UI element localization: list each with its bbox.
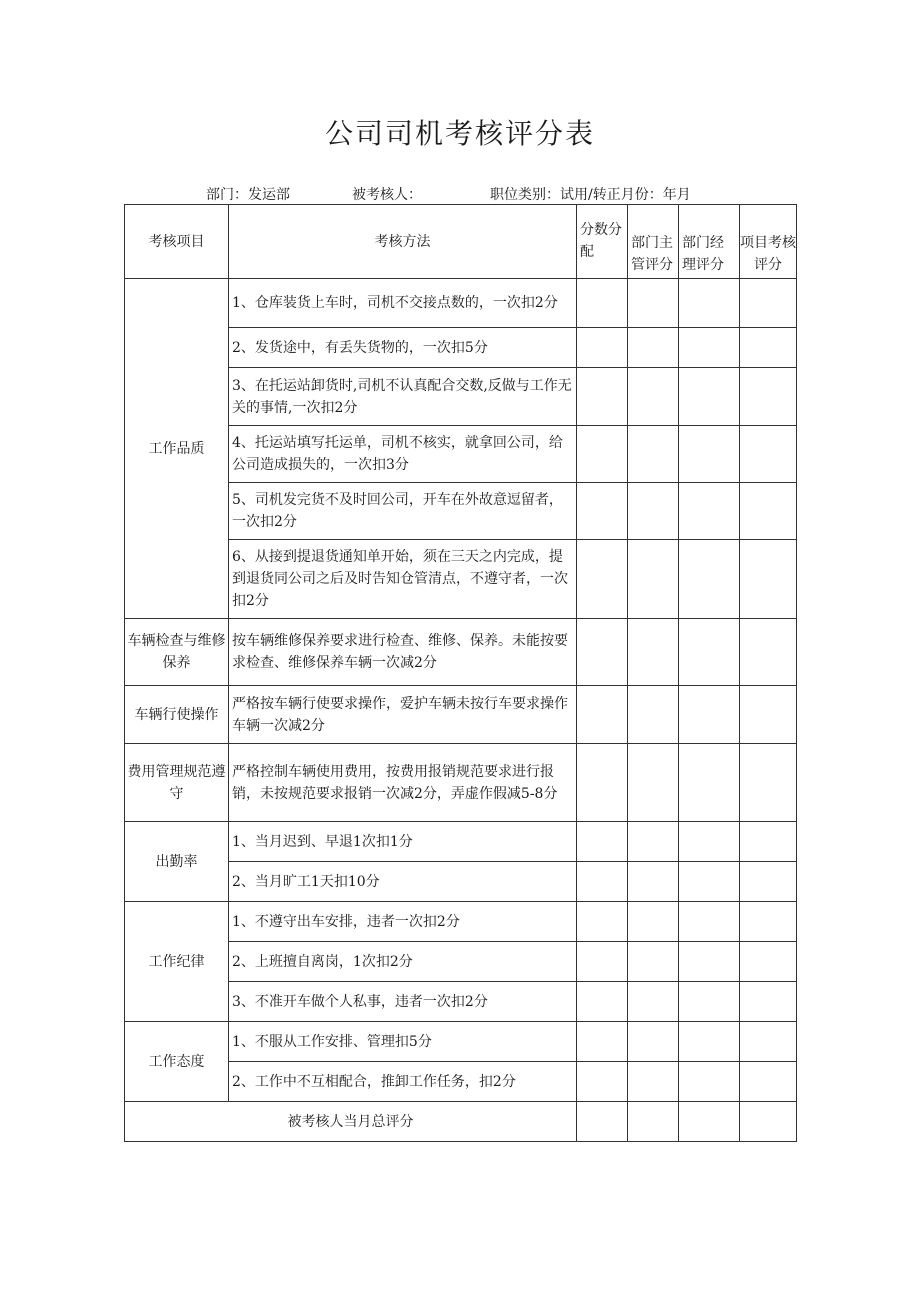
method-cell: 按车辆维修保养要求进行检查、维修、保养。未能按要求检查、维修保养车辆一次减2分 <box>229 619 577 686</box>
section-expense-management: 费用管理规范遵守 <box>125 744 229 822</box>
manager-score-cell[interactable] <box>679 822 740 862</box>
manager-score-cell[interactable] <box>679 686 740 744</box>
table-row <box>125 822 797 862</box>
header-score: 分数分配 <box>577 205 628 279</box>
score-cell[interactable] <box>577 426 628 483</box>
header-item-score: 项目考核评分 <box>740 205 797 279</box>
form-meta <box>124 184 796 204</box>
supervisor-score-cell[interactable] <box>628 982 679 1022</box>
method-cell: 2、上班擅自离岗，1次扣2分 <box>229 942 577 982</box>
supervisor-score-cell[interactable] <box>628 1022 679 1062</box>
item-score-cell[interactable] <box>740 686 797 744</box>
section-quality: 工作品质 <box>125 279 229 619</box>
method-cell: 3、在托运站卸货时,司机不认真配合交数,反做与工作无关的事情,一次扣2分 <box>229 368 577 426</box>
score-cell[interactable] <box>577 822 628 862</box>
examinee-field: 被考核人： <box>352 187 422 203</box>
score-cell[interactable] <box>577 1022 628 1062</box>
item-score-cell[interactable] <box>740 619 797 686</box>
header-method: 考核方法 <box>229 205 577 279</box>
item-score-cell[interactable] <box>740 942 797 982</box>
item-score-cell[interactable] <box>740 483 797 540</box>
manager-score-cell[interactable] <box>679 1062 740 1102</box>
header-supervisor: 部门主管评分 <box>628 205 679 279</box>
score-cell[interactable] <box>577 279 628 328</box>
supervisor-score-cell[interactable] <box>628 822 679 862</box>
item-score-cell[interactable] <box>740 862 797 902</box>
supervisor-score-cell[interactable] <box>628 686 679 744</box>
item-score-cell[interactable] <box>740 1022 797 1062</box>
section-vehicle-maintenance: 车辆检查与维修保养 <box>125 619 229 686</box>
manager-score-cell[interactable] <box>679 862 740 902</box>
table-row <box>125 902 797 942</box>
table-row <box>125 1022 797 1062</box>
supervisor-score-cell[interactable] <box>628 902 679 942</box>
total-label: 被考核人当月总评分 <box>125 1102 577 1142</box>
score-cell[interactable] <box>577 483 628 540</box>
manager-score-cell[interactable] <box>679 1022 740 1062</box>
supervisor-score-cell[interactable] <box>628 1062 679 1102</box>
method-cell: 2、工作中不互相配合，推卸工作任务，扣2分 <box>229 1062 577 1102</box>
score-cell[interactable] <box>577 1062 628 1102</box>
total-item-score-cell[interactable] <box>740 1102 797 1142</box>
position-field: 职位类别：试用/转正月份：年月 <box>490 187 691 203</box>
score-cell[interactable] <box>577 902 628 942</box>
method-cell: 严格按车辆行使要求操作，爱护车辆未按行车要求操作车辆一次减2分 <box>229 686 577 744</box>
manager-score-cell[interactable] <box>679 982 740 1022</box>
method-cell: 严格控制车辆使用费用，按费用报销规范要求进行报销，未按规范要求报销一次减2分，弄虚作假减5-8分 <box>229 744 577 822</box>
score-cell[interactable] <box>577 368 628 426</box>
item-score-cell[interactable] <box>740 426 797 483</box>
section-vehicle-operation: 车辆行使操作 <box>125 686 229 744</box>
manager-score-cell[interactable] <box>679 483 740 540</box>
total-supervisor-cell[interactable] <box>628 1102 679 1142</box>
department-field: 部门：发运部 <box>206 187 290 203</box>
item-score-cell[interactable] <box>740 540 797 619</box>
method-cell: 1、不遵守出车安排，违者一次扣2分 <box>229 902 577 942</box>
header-row <box>125 205 797 279</box>
section-discipline: 工作纪律 <box>125 902 229 1022</box>
score-cell[interactable] <box>577 686 628 744</box>
total-row <box>125 1102 797 1142</box>
method-cell: 6、从接到提退货通知单开始，须在三天之内完成，提到退货同公司之后及时告知仓管清点，不遵守者，一次扣2分 <box>229 540 577 619</box>
manager-score-cell[interactable] <box>679 540 740 619</box>
table-row <box>125 619 797 686</box>
method-cell: 1、当月迟到、早退1次扣1分 <box>229 822 577 862</box>
score-cell[interactable] <box>577 744 628 822</box>
item-score-cell[interactable] <box>740 902 797 942</box>
score-cell[interactable] <box>577 982 628 1022</box>
supervisor-score-cell[interactable] <box>628 279 679 328</box>
method-cell: 3、不准开车做个人私事，违者一次扣2分 <box>229 982 577 1022</box>
supervisor-score-cell[interactable] <box>628 744 679 822</box>
item-score-cell[interactable] <box>740 279 797 328</box>
supervisor-score-cell[interactable] <box>628 426 679 483</box>
manager-score-cell[interactable] <box>679 744 740 822</box>
method-cell: 2、发货途中，有丢失货物的，一次扣5分 <box>229 328 577 368</box>
supervisor-score-cell[interactable] <box>628 368 679 426</box>
table-row <box>125 744 797 822</box>
manager-score-cell[interactable] <box>679 902 740 942</box>
item-score-cell[interactable] <box>740 328 797 368</box>
header-item: 考核项目 <box>125 205 229 279</box>
supervisor-score-cell[interactable] <box>628 540 679 619</box>
total-manager-cell[interactable] <box>679 1102 740 1142</box>
manager-score-cell[interactable] <box>679 368 740 426</box>
method-cell: 1、不服从工作安排、管理扣5分 <box>229 1022 577 1062</box>
score-cell[interactable] <box>577 862 628 902</box>
manager-score-cell[interactable] <box>679 279 740 328</box>
score-cell[interactable] <box>577 619 628 686</box>
total-score-cell[interactable] <box>577 1102 628 1142</box>
evaluation-table <box>124 204 797 1142</box>
item-score-cell[interactable] <box>740 368 797 426</box>
table-row <box>125 279 797 328</box>
table-row <box>125 686 797 744</box>
manager-score-cell[interactable] <box>679 328 740 368</box>
method-cell: 2、当月旷工1天扣10分 <box>229 862 577 902</box>
manager-score-cell[interactable] <box>679 619 740 686</box>
supervisor-score-cell[interactable] <box>628 619 679 686</box>
method-cell: 4、托运站填写托运单，司机不核实，就拿回公司，给公司造成损失的，一次扣3分 <box>229 426 577 483</box>
supervisor-score-cell[interactable] <box>628 483 679 540</box>
item-score-cell[interactable] <box>740 982 797 1022</box>
item-score-cell[interactable] <box>740 822 797 862</box>
manager-score-cell[interactable] <box>679 426 740 483</box>
score-cell[interactable] <box>577 540 628 619</box>
section-attitude: 工作态度 <box>125 1022 229 1102</box>
supervisor-score-cell[interactable] <box>628 862 679 902</box>
supervisor-score-cell[interactable] <box>628 328 679 368</box>
page-title: 公司司机考核评分表 <box>324 117 595 150</box>
manager-score-cell[interactable] <box>679 942 740 982</box>
method-cell: 5、司机发完货不及时回公司，开车在外故意逗留者，一次扣2分 <box>229 483 577 540</box>
header-manager: 部门经理评分 <box>679 205 740 279</box>
method-cell: 1、仓库装货上车时，司机不交接点数的，一次扣2分 <box>229 279 577 328</box>
section-attendance: 出勤率 <box>125 822 229 902</box>
score-cell[interactable] <box>577 942 628 982</box>
score-cell[interactable] <box>577 328 628 368</box>
supervisor-score-cell[interactable] <box>628 942 679 982</box>
item-score-cell[interactable] <box>740 1062 797 1102</box>
item-score-cell[interactable] <box>740 744 797 822</box>
